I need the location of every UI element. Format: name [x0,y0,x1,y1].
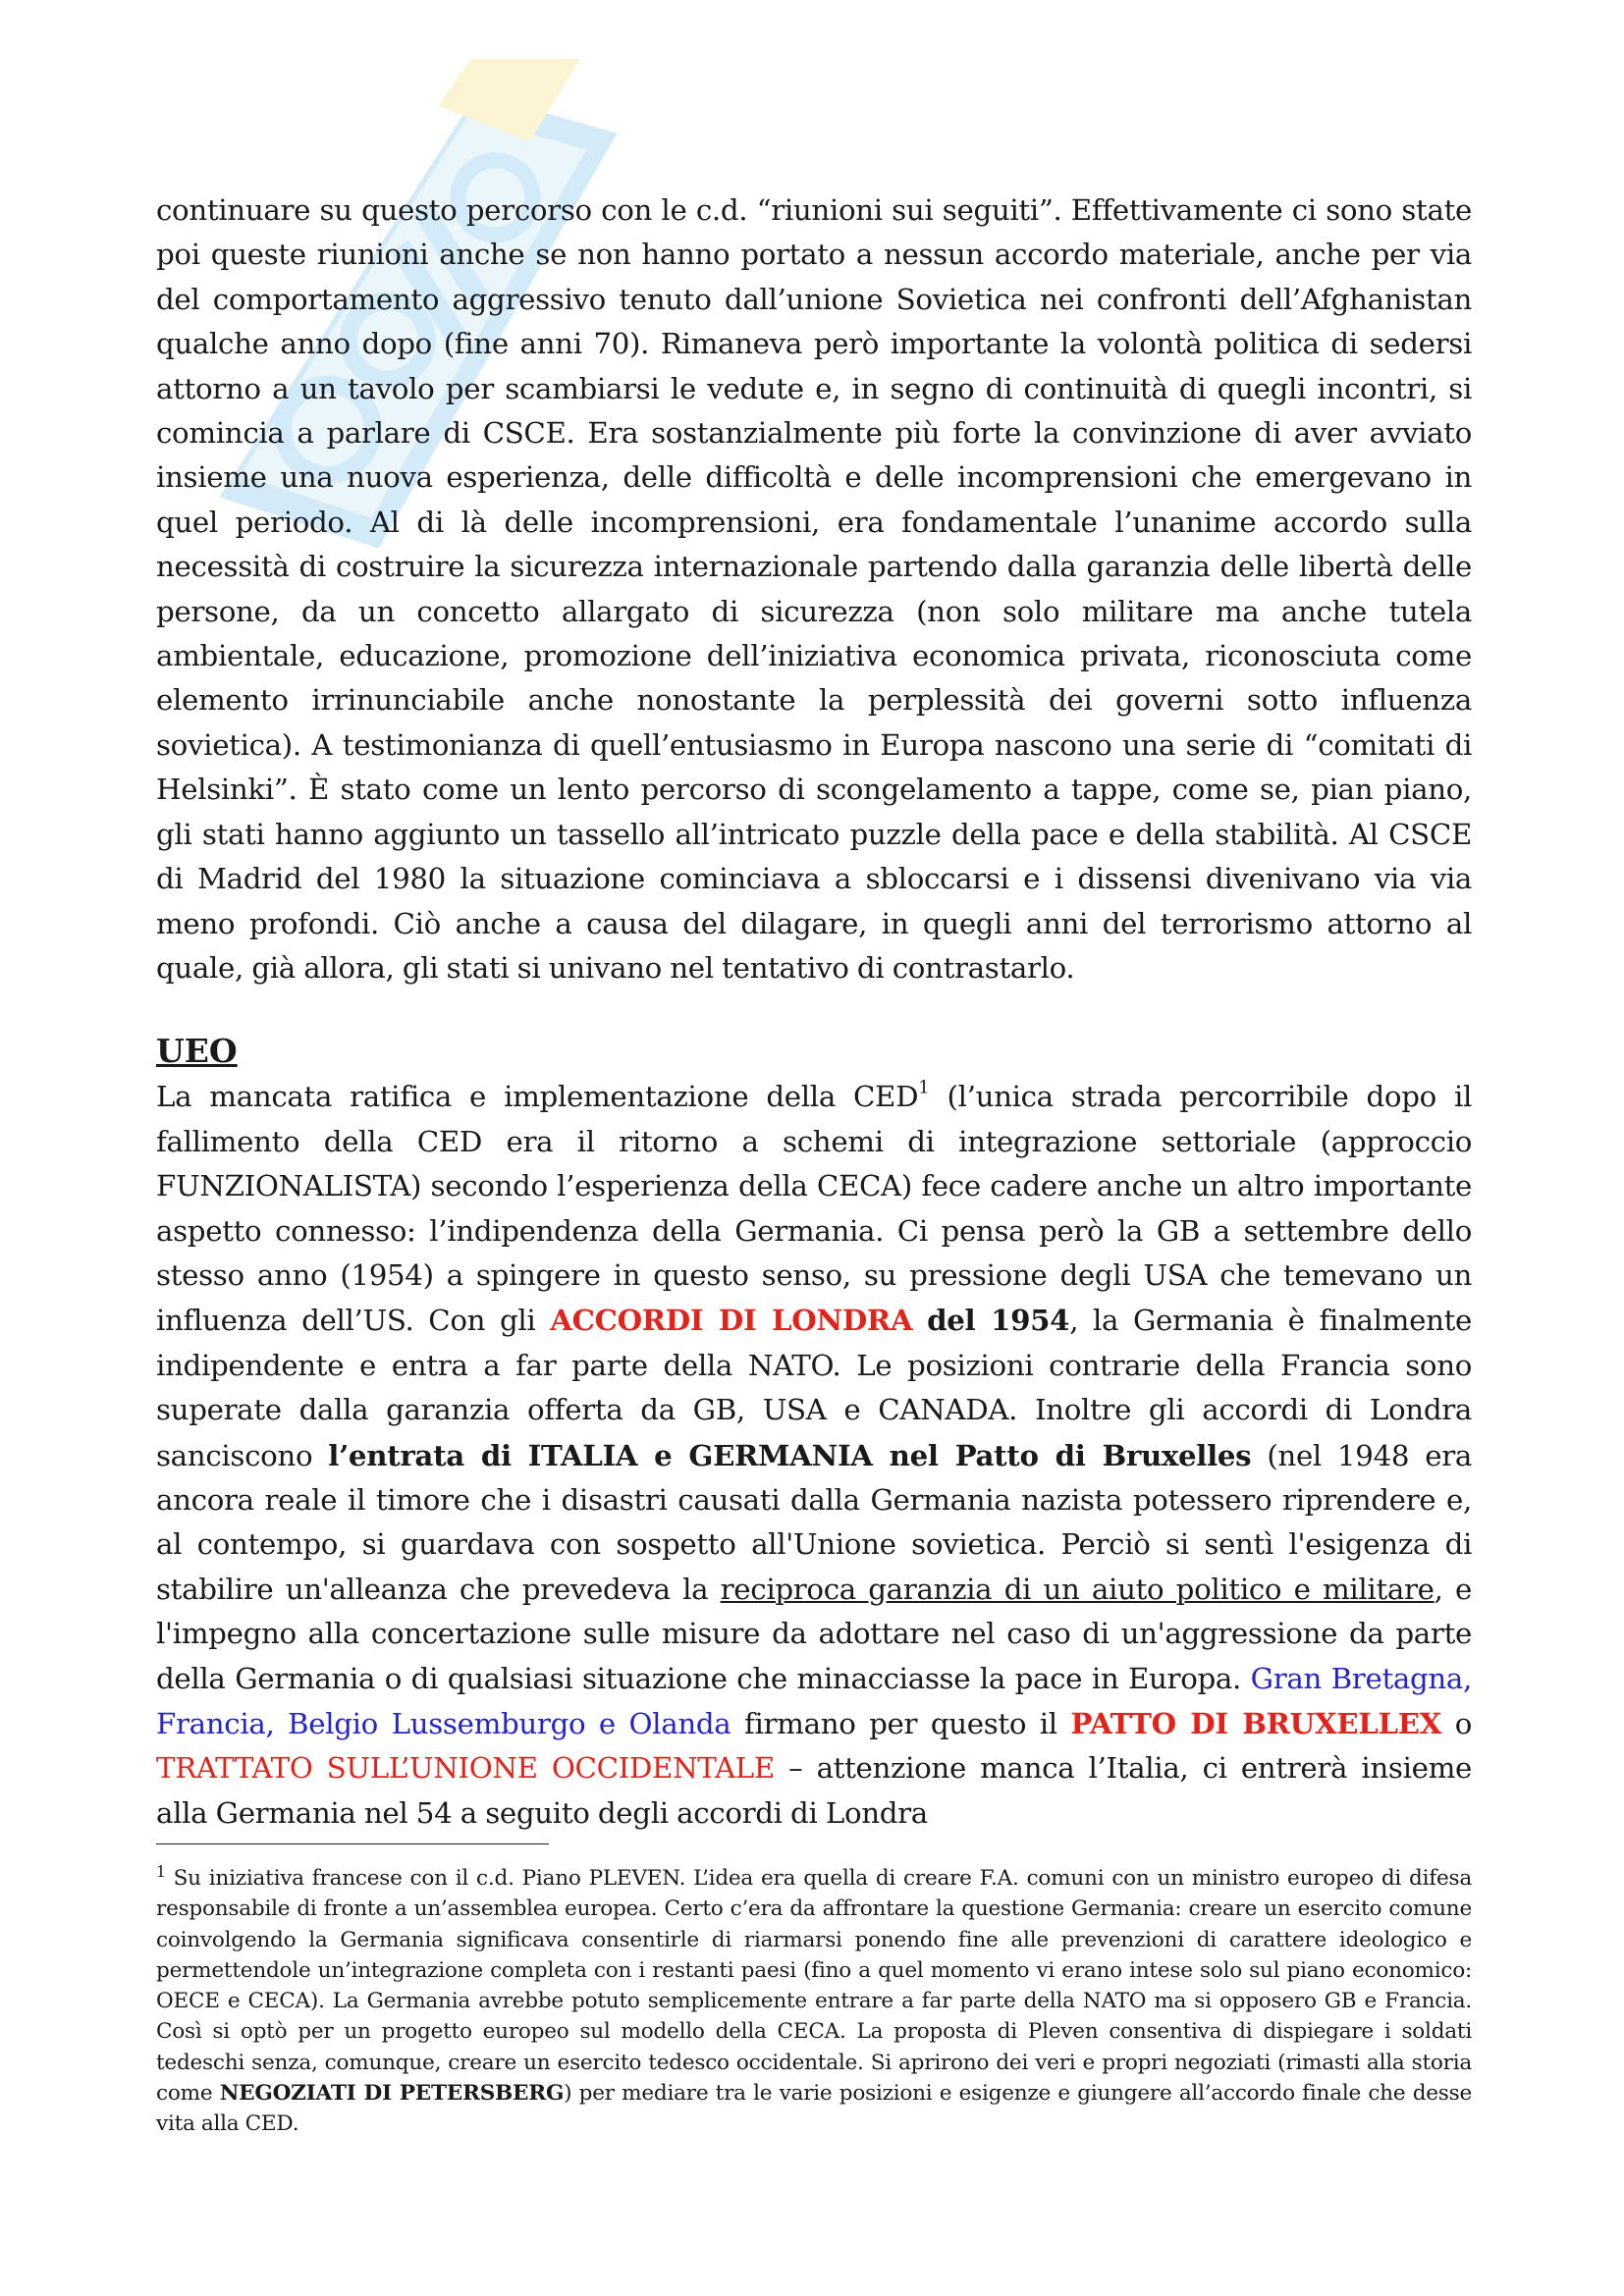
highlight-patto-di-bruxellex: PATTO DI BRUXELLEX [1070,1706,1442,1740]
bold-entrata-italia-germania: l’entrata di ITALIA e GERMANIA nel Patto di Bruxelles [328,1437,1252,1472]
footnote-marker: 1 [156,1863,166,1882]
text-run: firmano per questo il [731,1707,1071,1740]
footnote-text: ) per mediare tra le varie posizioni e esigenze e giungere all’accordo finale che desse vita alla CED. [156,2081,1472,2137]
paragraph-csce: continuare su questo percorso con le c.d. “riunioni sui seguiti”. Effettivamente ci sono state poi queste riunioni anche se non hanno portato a nessun accordo materiale, anche per via del comportamento aggressivo tenuto dall’unione Sovietica nei confronti dell’Afghanistan qualche anno dopo (fine anni 70). Rimaneva però importante la volontà politica di sedersi attorno a un tavolo per scambiarsi le vedute e, in segno di continuità di quegli incontri, si comincia a parlare di CSCE. Era sostanzialmente più forte la convinzione di aver avviato insieme una nuova esperienza, delle difficoltà e delle incomprensioni che emergevano in quel periodo. Al di là delle incomprensioni, era fondamentale l’unanime accordo sulla necessità di costruire la sicurezza internazionale partendo dalla garanzia delle libertà delle persone, da un concetto allargato di sicurezza (non solo militare ma anche tutela ambientale, educazione, promozione dell’iniziativa economica privata, riconosciuta come elemento irrinunciabile anche nonostante la perplessità dei governi sotto influenza sovietica). A testimonianza di quell’entusiasmo in Europa nascono una serie di “comitati di Helsinki”. È stato come un lento percorso di scongelamento a tappe, come se, pian piano, gli stati hanno aggiunto un tassello all’intricato puzzle della pace e della stabilità. Al CSCE di Madrid del 1980 la situazione cominciava a sbloccarsi e i dissensi divenivano via via meno profondi. Ciò anche a causa del dilagare, in quegli anni del terrorismo attorno al quale, già allora, gli stati si univano nel tentativo di contrastarlo. [156,193,1472,985]
text-run: , la Germania è finalmente indipendente e entra a far parte della NATO. Le posizioni contrarie della Francia sono superate dalla garanzia offerta da GB, USA e CANADA. Inoltre gli accordi di Londra sanciscono [156,1304,1472,1472]
section-heading-ueo: UEO [156,1032,238,1071]
text-run: (nel 1948 era ancora reale il timore che i disastri causati dalla Germania nazista potessero riprendere e, al contempo, si guardava con sospetto all'Unione sovietica. Perciò si sentì l'esigenza di stabilire un'alleanza che prevedeva la [156,1438,1472,1606]
text-run [912,1304,927,1337]
highlight-countries: Gran Bretagna, Francia, Belgio Lussemburgo e Olanda [156,1661,1472,1740]
footnote [156,1863,1472,2140]
text-run: – attenzione manca l’Italia, ci entrerà insieme alla Germania nel 54 a seguito degli accordi di Londra [156,1751,1472,1830]
paragraph-ueo [156,1075,1472,1836]
text-run: , e l'impegno alla concertazione sulle misure da adottare nel caso di un'aggressione da parte della Germania o di qualsiasi situazione che minacciasse la pace in Europa. [156,1572,1472,1695]
highlight-accordi-di-londra: ACCORDI DI LONDRA [550,1303,913,1338]
main-content [156,188,1472,1836]
underlined-reciproca-garanzia: reciproca garanzia di un aiuto politico e militare [720,1572,1435,1606]
highlight-trattato-unione-occidentale: TRATTATO SULL’UNIONE OCCIDENTALE [156,1751,775,1786]
bold-negoziati-di-petersberg: NEGOZIATI DI PETERSBERG [219,2081,565,2107]
text-run: (l’unica strada percorribile dopo il fallimento della CED era il ritorno a schemi di integrazione settoriale (approccio FUNZIONALISTA) secondo l’esperienza della CECA) fece cadere anche un altro importante aspetto connesso: l’indipendenza della Germania. Ci pensa però la GB a settembre dello stesso anno (1954) a spingere in questo senso, su pressione degli USA che temevano un influenza dell’US. Con gli [156,1080,1472,1338]
text-run: o [1441,1707,1472,1740]
footnote-reference[interactable]: 1 [918,1077,930,1098]
text-run: La mancata ratifica e implementazione della CED [156,1080,919,1114]
footnote-separator [156,1843,549,1844]
footnote-text: Su iniziativa francese con il c.d. Piano PLEVEN. L’idea era quella di creare F.A. comuni con un ministro europeo di difesa responsabile di fronte a un’assemblea europea. Certo c’era da affrontare la questione Germania: creare un esercito comune coinvolgendo la Germania significava consentirle di riarmarsi ponendo fine alle prevenzioni di carattere ideologico e permettendole un’integrazione completa con i restanti paesi (fino a quel momento vi erano intese solo sul piano economico: OECE e CECA). La Germania avrebbe potuto semplicemente entrare a far parte della NATO ma si opposero GB e Francia. Così si optò per un progetto europeo sul modello della CECA. La proposta di Pleven consentiva di dispiegare i soldati tedeschi senza, comunque, creare un esercito tedesco occidentale. Si aprirono dei veri e propri negoziati (rimasti alla storia come [156,1866,1472,2107]
bold-del-1954: del 1954 [927,1303,1070,1338]
